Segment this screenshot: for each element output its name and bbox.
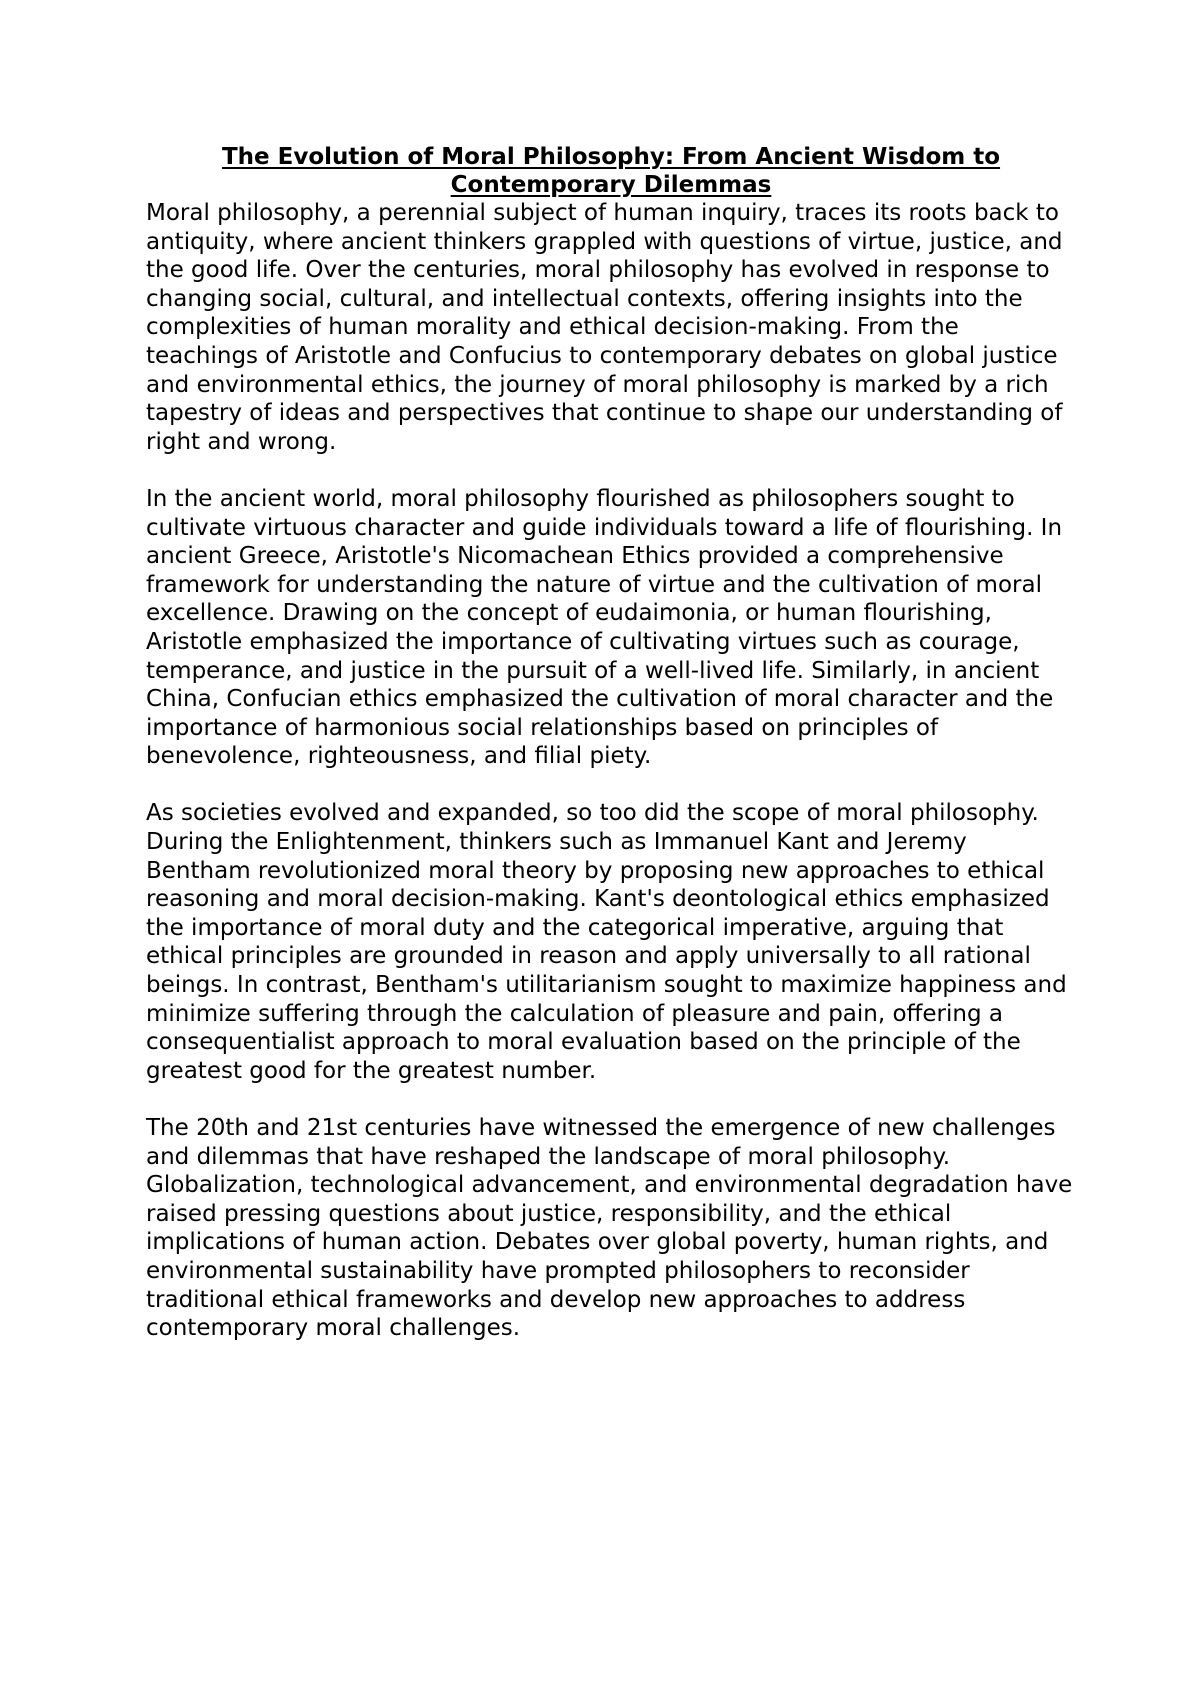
paragraph-enlightenment: As societies evolved and expanded, so too did the scope of moral philosophy. During the Enlightenment, thinkers such as Immanuel Kant and Jeremy Bentham revolutionized moral theory by proposing new approaches to ethical reasoning and moral decision-making. Kant's deontological ethics emphasized the importance of moral duty and the categorical imperative, arguing that ethical principles are grounded in reason and apply universally to all rational beings. In contrast, Bentham's utilitarianism sought to maximize happiness and minimize suffering through the calculation of pleasure and pain, offering a consequentialist approach to moral evaluation based on the principle of the greatest good for the greatest number. [146,800,1067,1084]
document-body [146,143,1076,1343]
paragraph-intro: Moral philosophy, a perennial subject of human inquiry, traces its roots back to antiquity, where ancient thinkers grappled with questions of virtue, justice, and the good life. Over the centuries, moral philosophy has evolved in response to changing social, cultural, and intellectual contexts, offering insights into the complexities of human morality and ethical decision-making. From the teachings of Aristotle and Confucius to contemporary debates on global justice and environmental ethics, the journey of moral philosophy is marked by a rich tapestry of ideas and perspectives that continue to shape our understanding of right and wrong. [146,200,1063,455]
document-title: The Evolution of Moral Philosophy: From Ancient Wisdom to Contemporary Dilemmas [221,144,1001,198]
paragraph-ancient-world: In the ancient world, moral philosophy flourished as philosophers sought to cultivate virtuous character and guide individuals toward a life of flourishing. In ancient Greece, Aristotle's Nicomachean Ethics provided a comprehensive framework for understanding the nature of virtue and the cultivation of moral excellence. Drawing on the concept of eudaimonia, or human flourishing, Aristotle emphasized the importance of cultivating virtues such as courage, temperance, and justice in the pursuit of a well-lived life. Similarly, in ancient China, Confucian ethics emphasized the cultivation of moral character and the importance of harmonious social relationships based on principles of benevolence, righteousness, and filial piety. [146,485,1063,770]
paragraph-modern-era: The 20th and 21st centuries have witnessed the emergence of new challenges and dilemmas that have reshaped the landscape of moral philosophy. Globalization, technological advancement, and environmental degradation have raised pressing questions about justice, responsibility, and the ethical implications of human action. Debates over global poverty, human rights, and environmental sustainability have prompted philosophers to reconsider traditional ethical frameworks and develop new approaches to address contemporary moral challenges. [146,1115,1073,1342]
